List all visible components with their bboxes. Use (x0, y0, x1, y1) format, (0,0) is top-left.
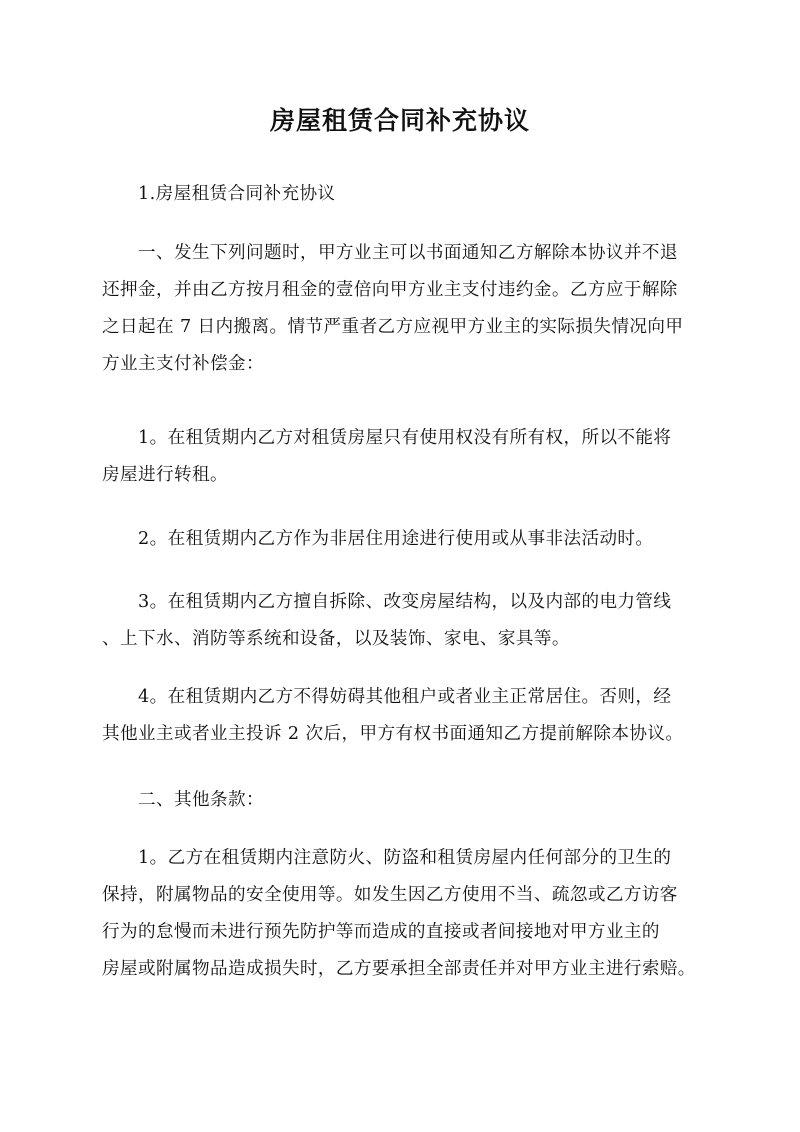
section-2-item-1 (102, 840, 700, 988)
text-line: 1。乙方在租赁期内注意防火、防盗和租赁房屋内任何部分的卫生的 (138, 848, 672, 868)
text-line: 房屋进行转租。 (102, 465, 228, 485)
document-title: 房屋租赁合同补充协议 (269, 106, 530, 135)
text-line: 一、发生下列问题时，甲方业主可以书面通知乙方解除本协议并不退 (138, 243, 678, 263)
text-line: 行为的怠慢而未进行预先防护等而造成的直接或者间接地对甲方业主的 (102, 922, 660, 942)
text-line: 1。在租赁期内乙方对租赁房屋只有使用权没有所有权，所以不能将 (138, 428, 672, 448)
text-line: 其他业主或者业主投诉 2 次后，甲方有权书面通知乙方提前解除本协议。 (102, 724, 684, 744)
text-line: 4。在租赁期内乙方不得妨碍其他租户或者业主正常居住。否则，经 (138, 687, 672, 707)
section-1-paragraph (102, 235, 700, 383)
text-line: 、上下水、消防等系统和设备，以及装饰、家电、家具等。 (102, 629, 570, 649)
text-line: 之日起在 7 日内搬离。情节严重者乙方应视甲方业主的实际损失情况向甲 (102, 317, 684, 337)
text-line: 3。在租赁期内乙方擅自拆除、改变房屋结构，以及内部的电力管线 (138, 592, 672, 612)
text-line: 保持，附属物品的安全使用等。如发生因乙方使用不当、疏忽或乙方访客 (102, 885, 678, 905)
heading-1 (102, 176, 700, 213)
text-line: 1.房屋租赁合同补充协议 (138, 184, 336, 204)
text-line: 还押金，并由乙方按月租金的壹倍向甲方业主支付违约金。乙方应于解除 (102, 280, 678, 300)
text-line: 二、其他条款： (138, 790, 264, 810)
section-1-item-3 (102, 584, 700, 658)
section-1-item-1 (102, 420, 700, 494)
text-line: 房屋或附属物品造成损失时，乙方要承担全部责任并对甲方业主进行索赔。 (102, 959, 696, 979)
section-1-item-2 (102, 521, 700, 558)
section-2-heading (102, 782, 700, 819)
text-line: 2。在租赁期内乙方作为非居住用途进行使用或从事非法活动时。 (138, 529, 654, 549)
section-1-item-4 (102, 679, 700, 753)
text-line: 方业主支付补偿金： (102, 354, 264, 374)
